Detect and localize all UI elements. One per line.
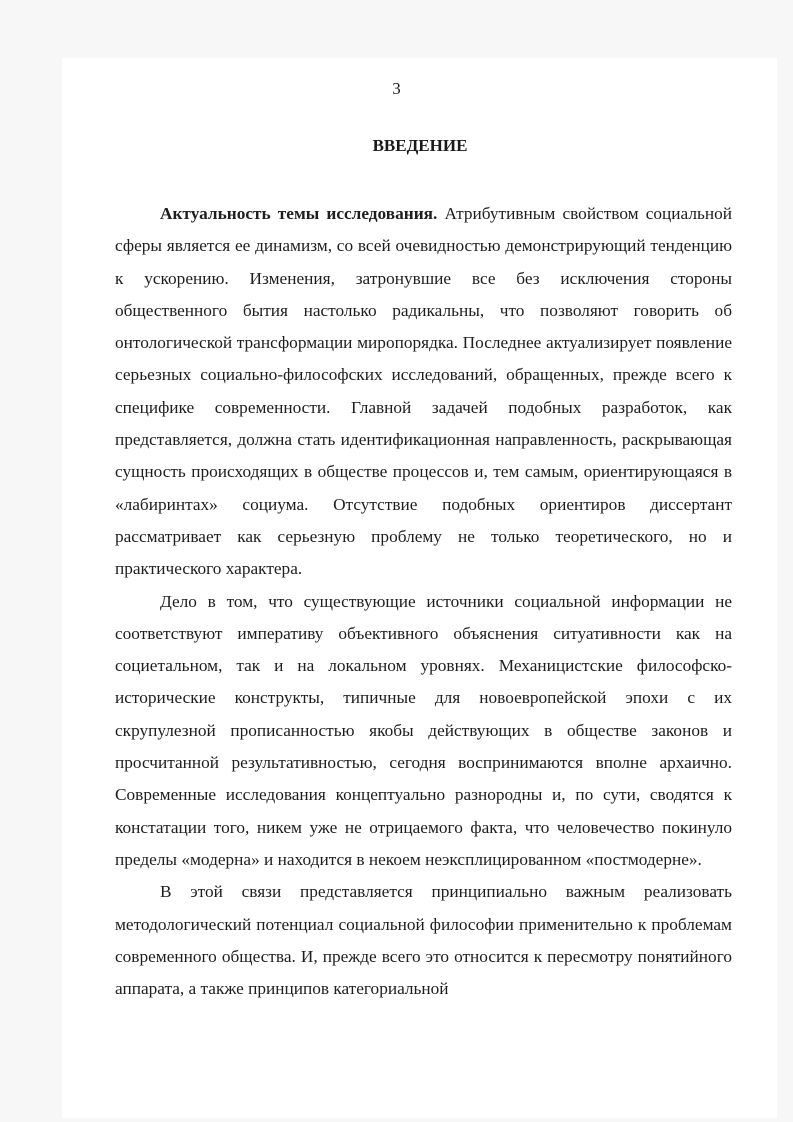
paragraph-text: Атрибутивным свойством социальной сферы является ее динамизм, со всей очевидностью демонстрирующий тенденцию к ускорению. Изменения, затронувшие все без исключения стороны общественного бытия настолько радикальны, что позволяют говорить об онтологической трансформации миропорядка. Последнее актуализирует появление серьезных социально-философских исследований, обращенных, прежде всего к специфике современности. Главной задачей подобных разработок, как представляется, должна стать идентификационная направленность, раскрывающая сущность происходящих в обществе процессов и, тем самым, ориентирующаяся в «лабиринтах» социума. Отсутствие подобных ориентиров диссертант рассматривает как серьезную проблему не только теоретического, но и практического характера.: [115, 204, 733, 579]
paragraph-2: Дело в том, что существующие источники социальной информации не соответствуют императиву объективного объяснения ситуативности как на социетальном, так и на локальном уровнях. Механицистские философско-исторические конструкты, типичные для новоевропейской эпохи с их скрупулезной прописанностью якобы действующих в обществе законов и просчитанной результативностью, сегодня воспринимаются вполне архаично. Современные исследования концептуально разнородны и, по сути, сводятся к констатации того, никем уже не отрицаемого факта, что человечество покинуло пределы «модерна» и находится в некоем неэксплицированном «постмодерне».: [115, 591, 732, 869]
paragraph-3: В этой связи представляется принципиально важным реализовать методологический потенциал социальной философии применительно к проблемам современного общества. И, прежде всего это относится к пересмотру понятийного аппарата, а также принципов категориальной: [115, 882, 732, 999]
document-body: [115, 198, 732, 1005]
paragraph-1: [115, 198, 732, 586]
page-number: 3: [392, 79, 401, 98]
section-heading: ВВЕДЕНИЕ: [372, 136, 468, 155]
paragraph-lead: Актуальность темы исследования.: [160, 204, 438, 223]
